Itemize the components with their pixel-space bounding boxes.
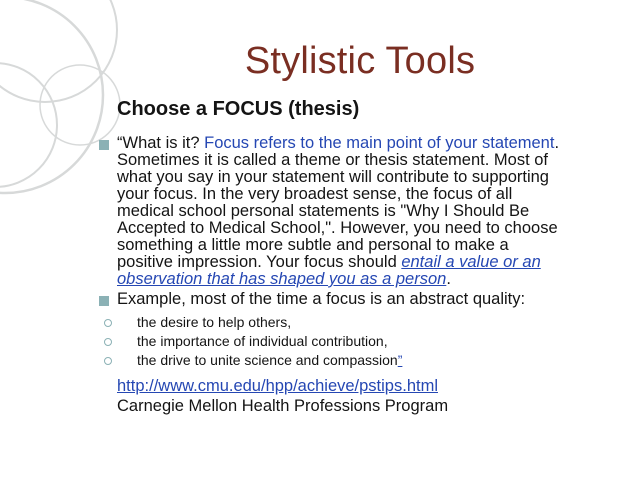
sub-bullet-marker [104, 357, 112, 365]
sub-item-text: the drive to unite science and compassion [137, 352, 398, 368]
text-line: medical school personal statements is "Why I Should Be [117, 202, 530, 220]
closing-quote: ” [397, 352, 403, 368]
text-line: Sometimes it is called a theme or thesis statement. Most of [117, 151, 549, 169]
text-line: your focus. In the very broadest sense, the focus of all [117, 185, 513, 203]
bullet-marker [99, 296, 109, 306]
text-line: what you say in your statement will contribute to supporting [117, 168, 549, 186]
sub-item-science-compassion [137, 352, 402, 368]
text-fragment: positive impression. Your focus should [117, 253, 402, 271]
text-line [117, 271, 637, 288]
punctuation: . [446, 270, 451, 288]
text-line [117, 254, 637, 271]
punctuation: . [554, 134, 560, 152]
bullet-marker [99, 140, 109, 150]
sub-item-individual-contribution: the importance of individual contribution, [137, 333, 388, 349]
emphasis-link[interactable]: entail a value or an [401, 253, 541, 271]
section-heading: Choose a FOCUS (thesis) [117, 98, 360, 120]
source-link[interactable]: http://www.cmu.edu/hpp/achieve/pstips.html [117, 377, 438, 395]
text-line: Accepted to Medical School,". However, you need to choose [117, 219, 558, 237]
bullet-example: Example, most of the time a focus is an abstract quality: [117, 290, 526, 308]
quote-intro: “What is it? [117, 134, 205, 152]
focus-definition-text: Focus refers to the main point of your statement [204, 134, 555, 152]
bullet-focus-definition [117, 135, 637, 288]
text-line [117, 135, 637, 152]
sub-bullet-marker [104, 338, 112, 346]
sub-item-help-others: the desire to help others, [137, 314, 292, 330]
sub-bullet-marker [104, 319, 112, 327]
source-attribution: Carnegie Mellon Health Professions Program [117, 397, 449, 415]
emphasis-link[interactable]: observation that has shaped you as a person [117, 270, 447, 288]
slide-title: Stylistic Tools [244, 40, 476, 82]
text-line: something a little more subtle and personal to make a [117, 236, 509, 254]
